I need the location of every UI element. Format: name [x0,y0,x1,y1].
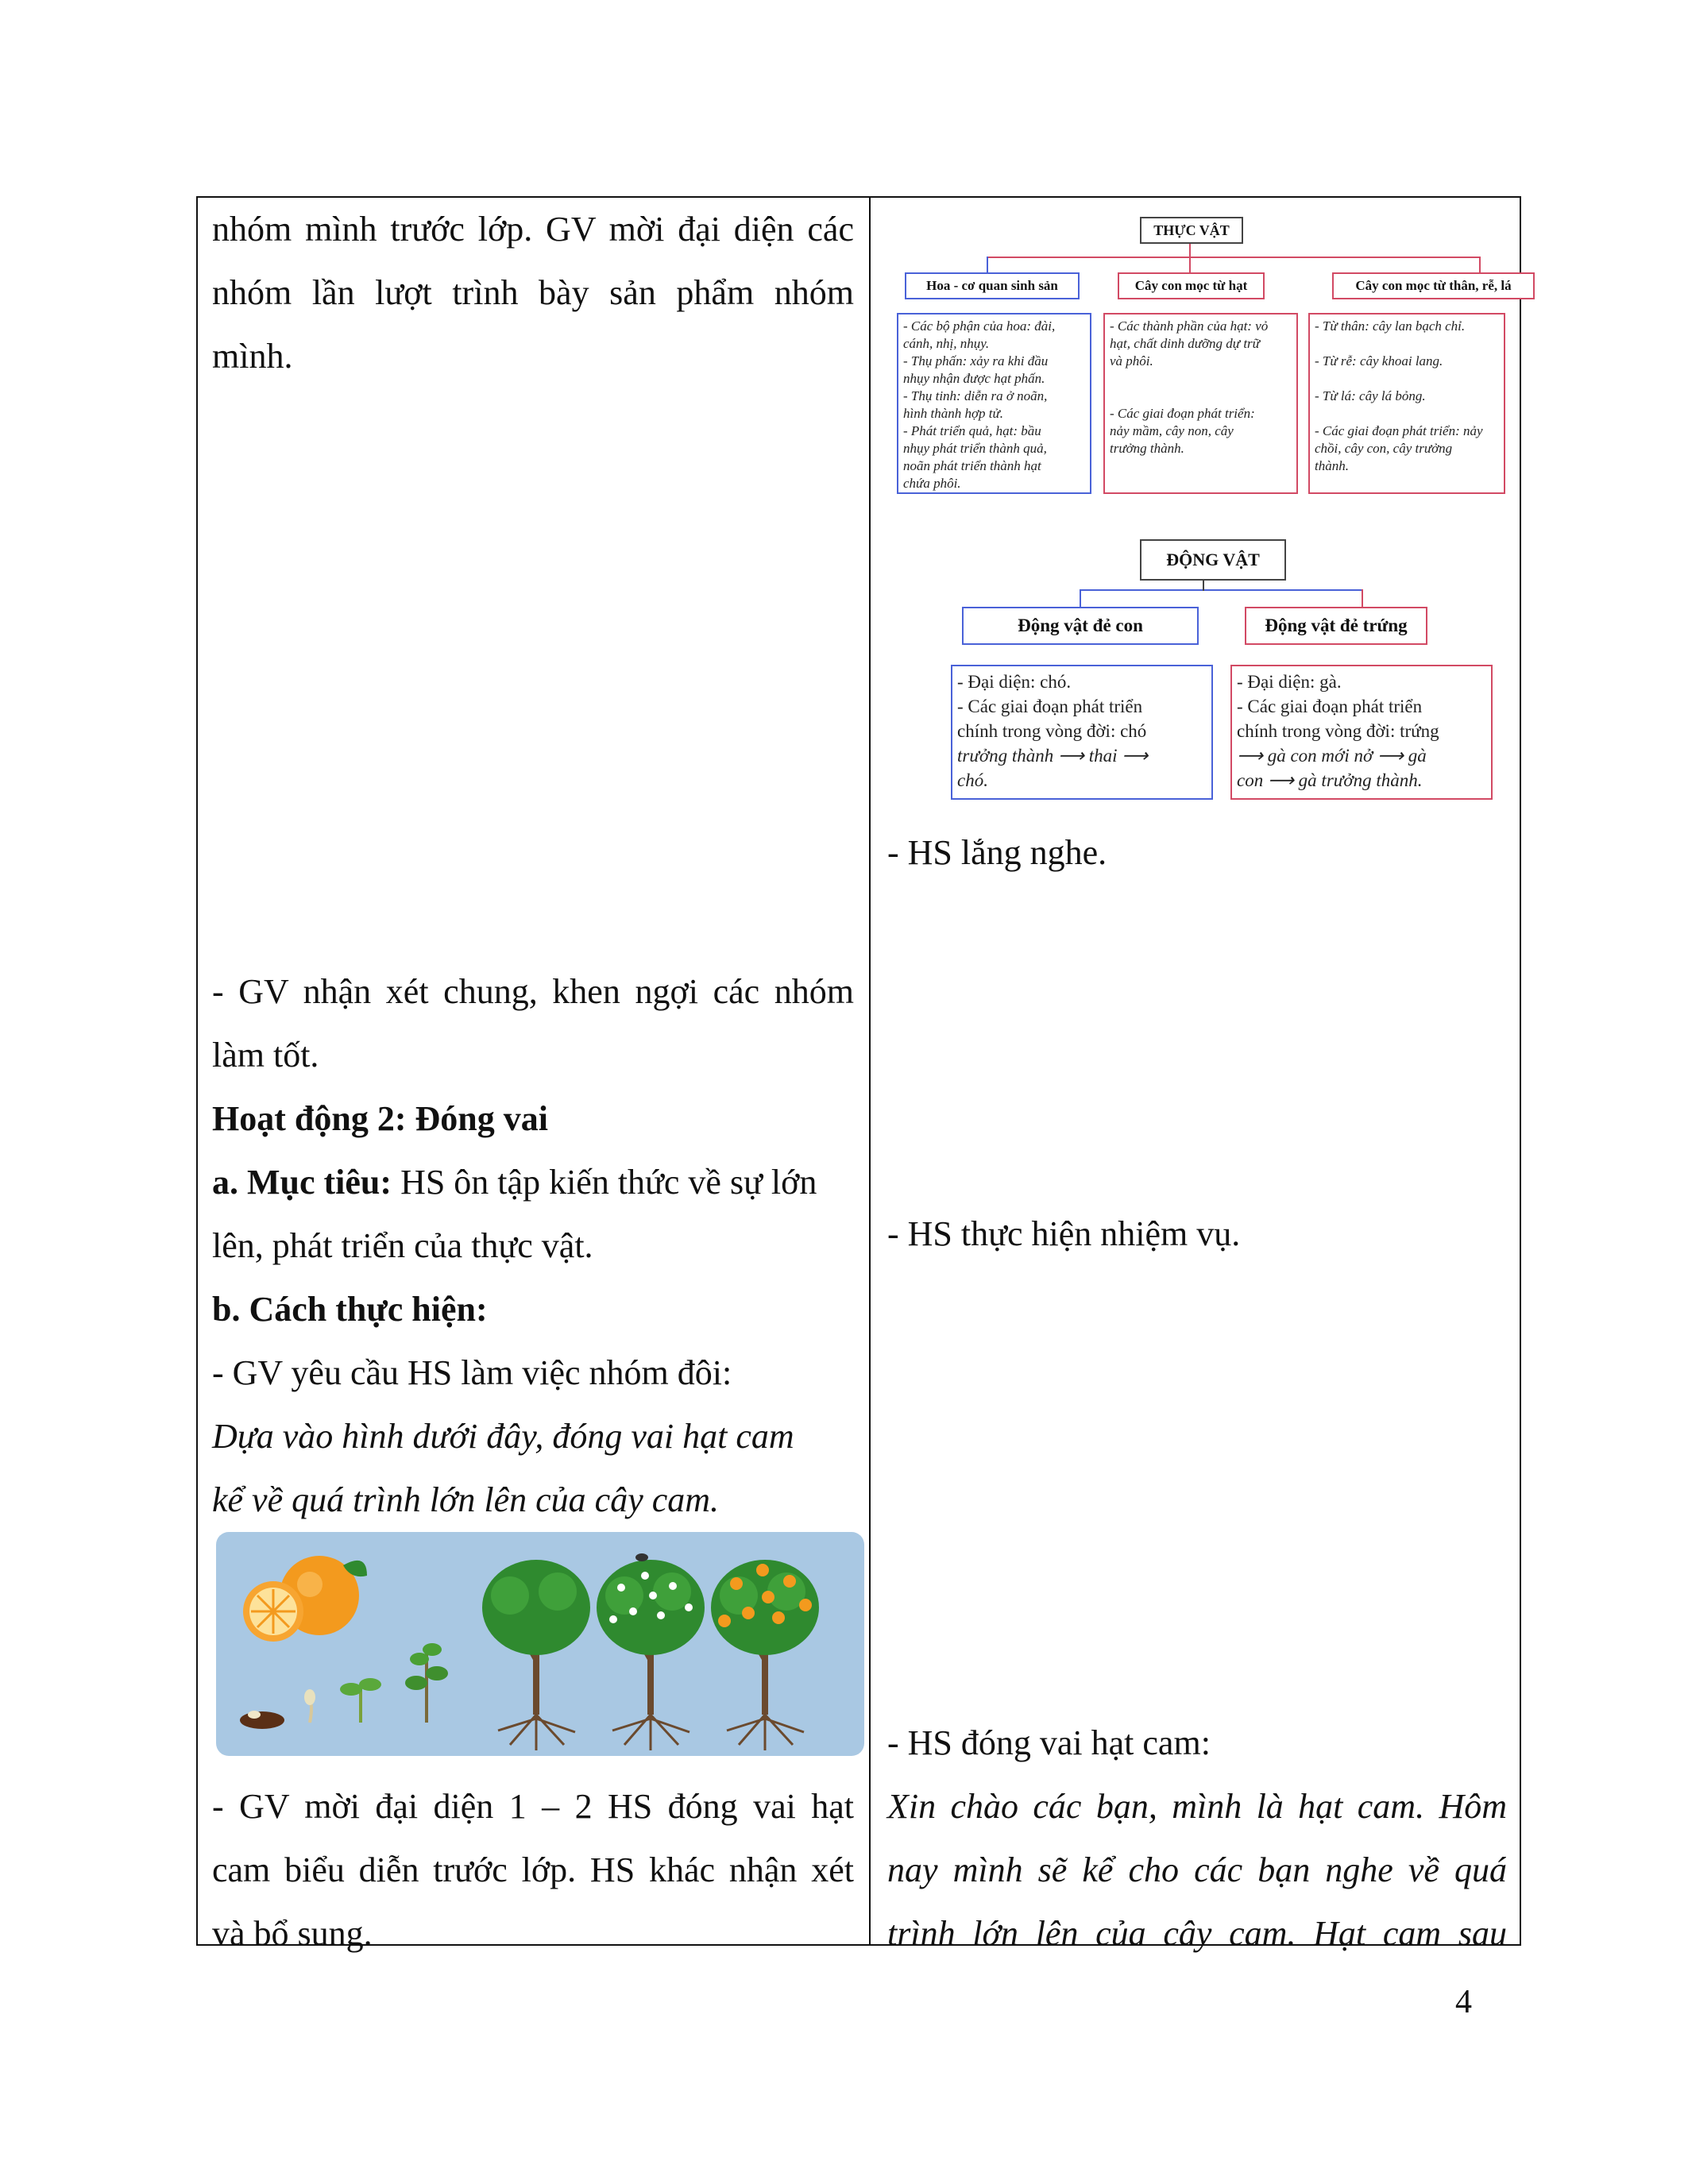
detail-line: con ⟶ gà trưởng thành. [1237,770,1423,790]
animal-viviparous-details [951,665,1213,800]
detail-line: chồi, cây con, cây trưởng [1315,441,1453,456]
detail-line: - Các bộ phận của hoa: đài, [903,318,1056,334]
roleplay-speech: nay mình sẽ kể cho các bạn nghe về quá [887,1850,1507,1889]
detail-line: chứa phôi. [903,476,961,491]
goal-text: HS ôn tập kiến thức về sự lớn [392,1163,817,1202]
spacer [1110,388,1292,405]
student-do-task: - HS thực hiện nhiệm vụ. [887,1214,1241,1253]
lesson-table [196,196,1521,1953]
detail-line: - Các giai đoạn phát triển: [1110,406,1255,421]
goal-label: a. Mục tiêu: [212,1163,392,1202]
detail-line: nhụy phát triển thành quả, [903,441,1047,456]
column-divider [869,198,871,1944]
detail-line: - Các giai đoạn phát triển: nảy [1315,423,1483,438]
connector-line [1189,241,1191,272]
detail-line: - Từ rễ: cây khoai lang. [1315,353,1443,369]
connector-line [1479,257,1481,272]
detail-line: - Đại diện: chó. [957,672,1072,692]
task-instruction-2: kể về quá trình lớn lên của cây cam. [212,1480,720,1519]
task-instruction: Dựa vào hình dưới đây, đóng vai hạt cam [212,1417,794,1456]
plant-root-node: THỰC VẬT [1140,217,1243,244]
plant-vegetative-details [1308,313,1505,494]
roleplay-speech: Xin chào các bạn, mình là hạt cam. Hôm [887,1787,1507,1826]
spacer [1315,335,1499,353]
goal-line [212,1151,854,1214]
detail-line: ⟶ gà con mới nở ⟶ gà [1237,746,1427,766]
left-paragraph-line: nhóm mình trước lớp. GV mời đại diện các [212,210,854,249]
connector-line [987,257,988,272]
invite-line: cam biểu diễn trước lớp. HS khác nhận xét [212,1850,854,1889]
connector-line [1080,589,1081,607]
detail-line: - Các thành phần của hạt: vỏ [1110,318,1269,334]
activity-title: Hoạt động 2: Đóng vai [212,1099,548,1138]
animal-branch-oviparous: Động vật đẻ trứng [1245,607,1427,645]
detail-line: nhụy nhận được hạt phấn. [903,371,1045,386]
detail-line: chính trong vòng đời: trứng [1237,721,1439,741]
detail-line: chính trong vòng đời: chó [957,721,1147,741]
detail-line: - Thụ tinh: diễn ra ở noãn, [903,388,1048,403]
connector-line [1080,589,1362,591]
detail-line: trưởng thành ⟶ thai ⟶ [957,746,1149,766]
detail-line: thành. [1315,458,1349,473]
invite-line: - GV mời đại diện 1 – 2 HS đóng vai hạt [212,1787,854,1826]
goal-line-2: lên, phát triển của thực vật. [212,1226,593,1265]
animal-root-node: ĐỘNG VẬT [1140,539,1286,581]
plant-flower-details [897,313,1091,494]
detail-line: - Từ lá: cây lá bỏng. [1315,388,1426,403]
detail-line: - Các giai đoạn phát triển [1237,696,1423,716]
detail-line: - Thụ phấn: xảy ra khi đầu [903,353,1049,369]
plant-branch-flower: Hoa - cơ quan sinh sản [905,272,1080,299]
roleplay-speech: trình lớn lên của cây cam. Hạt cam sau [887,1914,1507,1953]
detail-line: hình thành hợp tử. [903,406,1004,421]
animal-branch-viviparous: Động vật đẻ con [962,607,1199,645]
spacer [1315,370,1499,388]
spacer [1110,370,1292,388]
detail-line: nảy mầm, cây non, cây [1110,423,1234,438]
connector-line [1203,579,1204,591]
animal-oviparous-details [1230,665,1493,800]
orange-tree-growth-illustration [216,1532,864,1756]
detail-line: noãn phát triển thành hạt [903,458,1041,473]
invite-line: và bổ sung. [212,1914,373,1953]
plant-branch-seed: Cây con mọc từ hạt [1118,272,1265,299]
detail-line: trưởng thành. [1110,441,1184,456]
plant-seed-details [1103,313,1298,494]
page-number: 4 [1455,1984,1472,2020]
connector-line [1362,589,1363,607]
detail-line: chó. [957,770,988,790]
detail-line: - Đại diện: gà. [1237,672,1342,692]
detail-line: và phôi. [1110,353,1153,369]
detail-line: - Các giai đoạn phát triển [957,696,1143,716]
detail-line: - Từ thân: cây lan bạch chỉ. [1315,318,1466,334]
detail-line: - Phát triển quả, hạt: bầu [903,423,1041,438]
task-line: - GV yêu cầu HS làm việc nhóm đôi: [212,1353,732,1392]
student-roleplay: - HS đóng vai hạt cam: [887,1723,1211,1762]
plant-branch-vegetative: Cây con mọc từ thân, rễ, lá [1332,272,1535,299]
method-label: b. Cách thực hiện: [212,1290,488,1329]
detail-line: cánh, nhị, nhụy. [903,336,990,351]
left-paragraph-line: làm tốt. [212,1036,319,1075]
left-paragraph-line: - GV nhận xét chung, khen ngợi các nhóm [212,972,854,1011]
connector-line [987,257,1479,258]
detail-line: hạt, chất dinh dưỡng dự trữ [1110,336,1260,351]
spacer [1315,405,1499,423]
student-listen: - HS lắng nghe. [887,833,1107,872]
left-paragraph-line: mình. [212,337,293,376]
left-paragraph-line: nhóm lần lượt trình bày sản phẩm nhóm [212,273,854,312]
